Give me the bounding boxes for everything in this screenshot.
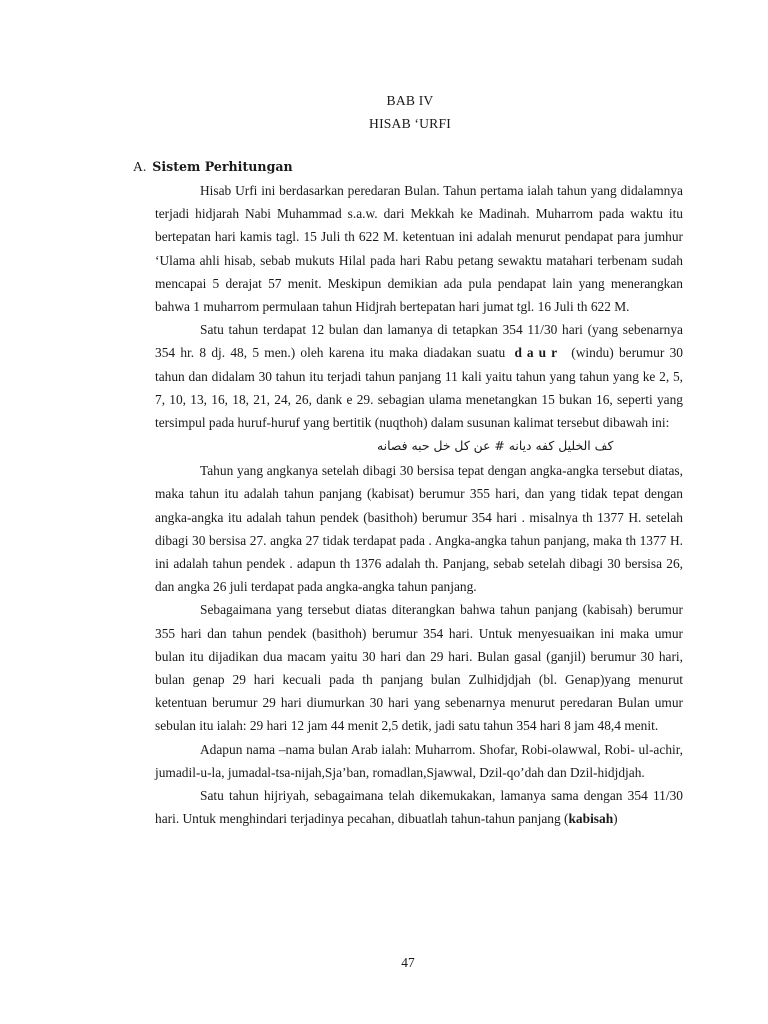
arabic-verse: كف الخليل كفه ديانه # عن كل خل حبه فصانه: [377, 438, 614, 454]
paragraph-2-text-b: (windu) berumur 30 tahun dan didalam 30 tahun itu terjadi tahun panjang 11 kali yaitu tahun yang tahun yang ke 2, 5, 7, 10, 13, 16, 18, 21, 24, 26, dank e 29. sebagian ulama menetangkan 15 bukan 16, seperti yang tersimpul pada huruf-huruf yang bertitik (nuqthoh) dalam susunan kalimat tersebut dibawah ini:: [155, 345, 683, 431]
section-marker: A.: [133, 159, 147, 174]
body-text: [155, 179, 683, 830]
chapter-heading: BAB IV: [386, 93, 434, 108]
section-title: Sistem Perhitungan: [152, 159, 293, 174]
paragraph-6-text-b: ): [613, 811, 618, 827]
chapter-title: HISAB ‘URFI: [369, 116, 451, 131]
paragraph-1: Hisab Urfi ini berdasarkan peredaran Bulan. Tahun pertama ialah tahun yang didalamnya terjadi hidjarah Nabi Muhammad s.a.w. dari Mekkah ke Madinah. Muharrom pada waktu itu bertepatan hari kamis tagl. 15 Juli th 622 M. ketentuan ini adalah menurut pendapat para jumhur ‘Ulama ahli hisab, sebab mukuts Hilal pada hari Rabu petang sewaktu matahari terbenam sudah mencapai 5 derajat 57 menit. Meskipun demikian ada pula pendapat lain yang menerangkan bahwa 1 muharrom permulaan tahun Hidjrah bertepatan hari jumat tgl. 16 Juli th 622 M.: [155, 183, 683, 315]
paragraph-3: Tahun yang angkanya setelah dibagi 30 bersisa tepat dengan angka-angka tersebut diatas, maka tahun itu adalah tahun panjang (kabisat) berumur 355 hari, dan yang tidak tepat dengan angka-angka itu adalah tahun pendek (basithoh) berumur 354 hari . misalnya th 1377 H. setelah dibagi 30 bersisa 27. angka 27 tidak terdapat pada . Angka-angka tahun panjang, maka th 1377 H. ini adalah tahun pendek . adapun th 1376 adalah th. Panjang, sebab setelah dibagi 30 bersisa 26, dan angka 26 juli terdapat pada angka-angka tahun panjang.: [155, 463, 683, 595]
term-daur: daur: [514, 345, 563, 361]
paragraph-6: [155, 784, 683, 830]
page-number: 47: [401, 955, 415, 970]
paragraph-2-text-a: Satu tahun terdapat 12 bulan dan lamanya di tetapkan 354 11/30 hari (yang sebenarnya 354 hr. 8 dj. 48, 5 men.) oleh karena itu maka diadakan suatu: [155, 322, 683, 361]
paragraph-5: Adapun nama –nama bulan Arab ialah: Muharrom. Shofar, Robi-olawwal, Robi- ul-achir, jumadil-u-la, jumadal-tsa-nijah,Sja’ban, romadlan,Sjawwal, Dzil-qo’dah dan Dzil-hidjdjah.: [155, 741, 683, 780]
paragraph-2: [155, 318, 683, 434]
paragraph-6-text-a: Satu tahun hijriyah, sebagaimana telah dikemukakan, lamanya sama dengan 354 11/30 hari. Untuk menghindari terjadinya pecahan, dibuatlah tahun-tahun panjang (: [155, 788, 683, 827]
term-kabisah: kabisah: [568, 811, 614, 827]
paragraph-4: Sebagaimana yang tersebut diatas diterangkan bahwa tahun panjang (kabisah) berumur 355 hari dan tahun pendek (basithoh) berumur 354 hari. Untuk menyesuaikan ini maka umur bulan itu dijadikan dua macam yaitu 30 hari dan 29 hari. Bulan gasal (ganjil) berumur 30 hari, bulan genap 29 hari kecuali pada th panjang bulan Zulhidjdjah (bl. Genap)yang menurut ketentuan berumur 29 hari diumurkan 30 hari yang sebenarnya menurut peredaran Bulan umur sebulan itu ialah: 29 hari 12 jam 44 menit 2,5 detik, jadi satu tahun 354 hari 8 jam 48,4 menit.: [155, 602, 683, 734]
section-heading: [133, 159, 293, 175]
